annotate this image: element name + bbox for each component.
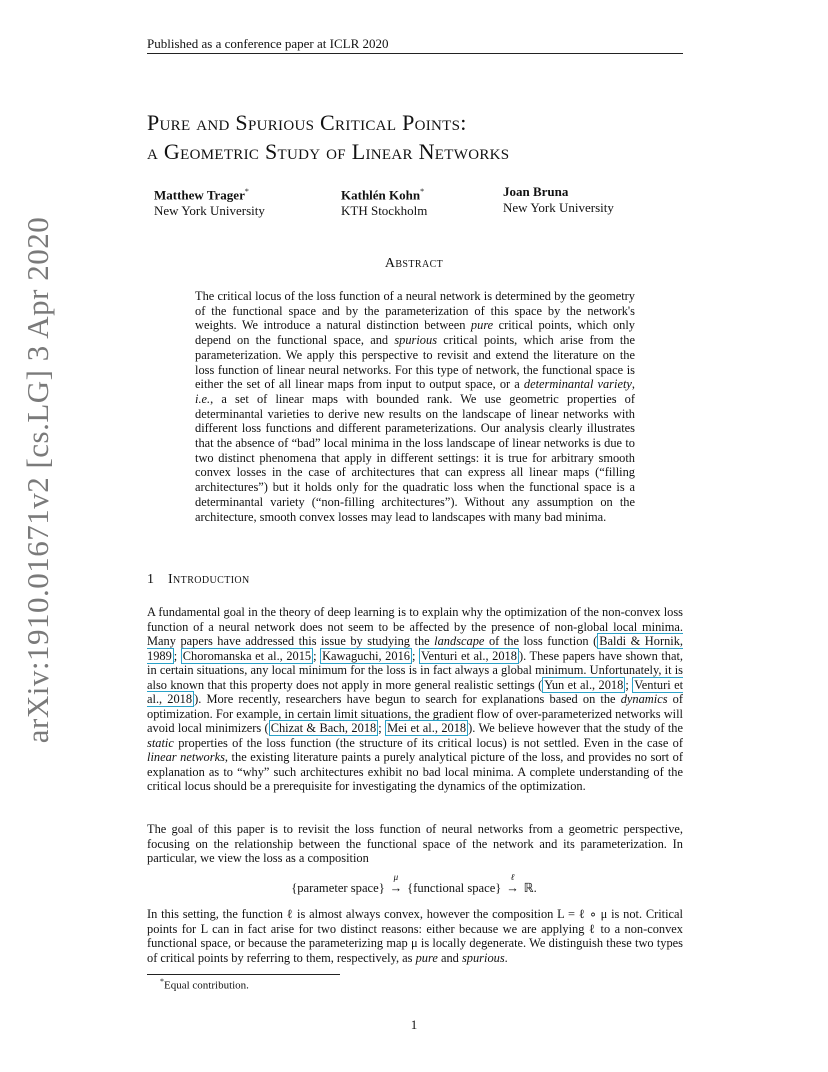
author-1: [154, 184, 265, 219]
author-2: [341, 184, 427, 219]
footnote: *Equal contribution.: [160, 977, 249, 992]
paper-title: [147, 108, 509, 166]
author-mark: *: [420, 187, 425, 196]
arrow-mu: μ →: [389, 872, 403, 895]
header-rule: [147, 53, 683, 54]
citation-link[interactable]: Mei et al., 2018: [387, 721, 467, 735]
intro-paragraph-1: A fundamental goal in the theory of deep learning is to explain why the optimization of the non-convex loss function of a neural network does not seem to be affected by the presence of non-global local minima. Many papers have addressed this issue by studying the landscape of the loss function ( Baldi & Hornik, 1989 ; Choromanska et al., 2015 ; Kawaguchi, 2016 ; Venturi et al., 2018 ). These papers have shown that, in certain situations, any local minimum for the loss is in fact always a global minimum. Unfortunately, it is also known that this property does not apply in more general realistic settings ( Yun et al., 2018 ; Venturi et al., 2018 ). More recently, researchers have begun to search for explanations based on the dynamics of optimization. For example, in certain limit situations, the gradient flow of over-parameterized networks will avoid local minimizers ( Chizat & Bach, 2018 ; Mei et al., 2018 ). We believe however that the study of the static properties of the loss function (the structure of its critical locus) is not settled. Even in the case of linear networks, the existing literature paints a purely analytical picture of the loss, and provides no sort of explanation as to “why” such architectures exhibit no bad local minima. A complete understanding of the critical locus should be a prerequisite for investigating the dynamics of the optimization.: [147, 605, 684, 793]
citation-link[interactable]: Venturi et al., 2018: [420, 648, 517, 663]
section-number: 1: [147, 572, 154, 587]
running-header: Published as a conference paper at ICLR 2020: [147, 36, 389, 51]
abstract-heading: Abstract: [384, 256, 444, 271]
citation-link[interactable]: Choromanska et al., 2015: [182, 648, 312, 663]
section-heading-introduction: [147, 572, 250, 588]
citation-link[interactable]: Yun et al., 2018: [544, 677, 624, 692]
citation-link[interactable]: Chizat & Bach, 2018: [270, 721, 377, 735]
page-number: 1: [410, 1017, 418, 1032]
author-3: [503, 184, 614, 216]
section-title: Introduction: [168, 572, 250, 587]
author-affiliation: New York University: [154, 203, 265, 219]
author-name: Kathlén Kohn: [341, 187, 421, 203]
footnote-rule: [147, 974, 340, 975]
title-line-2: a Geometric Study of Linear Networks: [147, 139, 510, 164]
intro-paragraph-2: The goal of this paper is to revisit the loss function of neural networks from a geometric perspective, focusing on the relationship between the functional space of the network and its parameterization. In particular, we view the loss as a composition: [147, 822, 683, 865]
citation-link[interactable]: Baldi & Hornik, 1989: [147, 634, 683, 663]
title-line-1: Pure and Spurious Critical Points:: [147, 110, 467, 135]
author-name: Joan Bruna: [503, 184, 569, 199]
author-affiliation: New York University: [503, 200, 614, 215]
abstract-body: The critical locus of the loss function of a neural network is determined by the geometry of the functional space and by the parameterization of this space by the network's weights. We introduce a natural distinction between pure critical points, which only depend on the functional space, and spurious critical points, which arise from the parameterization. We apply this perspective to revisit and extend the literature on the loss function of linear neural networks. For this type of network, the functional space is either the set of all linear maps from input to output space, or a determinantal variety, i.e., a set of linear maps with bounded rank. We use geometric properties of determinantal varieties to derive new results on the landscape of linear networks with different loss functions and different parameterizations. Our analysis clearly illustrates that the absence of “bad” local minima in the loss landscape of linear networks is due to two distinct phenomena that apply in different settings: it is true for arbitrary smooth convex losses in the case of architectures that can express all linear maps (“filling architectures”) but it holds only for the quadratic loss when the functional space is a determinantal variety (“non-filling architectures”). Without any assumption on the architecture, smooth convex losses may lead to landscapes with many bad minima.: [195, 289, 636, 524]
arxiv-stamp: arXiv:1910.01671v2 [cs.LG] 3 Apr 2020: [20, 216, 55, 744]
composition-equation: {parameter space} μ → {functional space} ℓ → ℝ.: [291, 872, 537, 895]
author-name: Matthew Trager: [154, 187, 245, 203]
intro-paragraph-3: In this setting, the function ℓ is almost always convex, however the composition L = ℓ ∘ μ is not. Critical points for L can in fact arise for two distinct reasons: either because we are applying ℓ to a non-convex functional space, or because the parameterizing map μ is locally degenerate. We distinguish these two types of critical points by referring to them, respectively, as pure and spurious.: [147, 907, 683, 965]
citation-link[interactable]: Kawaguchi, 2016: [322, 648, 410, 663]
citation-link[interactable]: Venturi et al., 2018: [147, 677, 684, 706]
author-affiliation: KTH Stockholm: [341, 203, 428, 219]
author-mark: *: [244, 187, 249, 196]
arrow-ell: ℓ →: [506, 872, 519, 895]
